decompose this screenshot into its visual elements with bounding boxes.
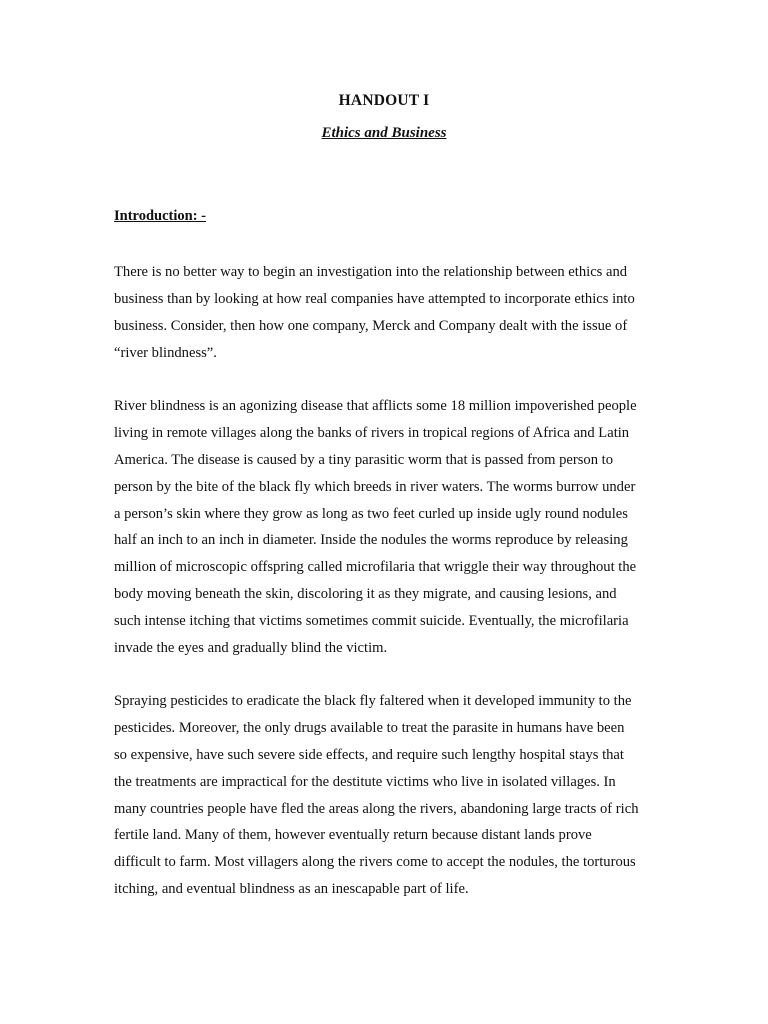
paragraph-line: itching, and eventual blindness as an inescapable part of life.	[114, 881, 469, 897]
paragraph-line: so expensive, have such severe side effects, and require such lengthy hospital stays that	[114, 747, 624, 763]
paragraph-line: such intense itching that victims sometimes commit suicide. Eventually, the microfilaria	[114, 613, 629, 629]
paragraph-line: difficult to farm. Most villagers along the rivers come to accept the nodules, the torturous	[114, 854, 636, 870]
paragraph-line: a person’s skin where they grow as long as two feet curled up inside ugly round nodules	[114, 506, 628, 522]
paragraph-line: business than by looking at how real companies have attempted to incorporate ethics into	[114, 291, 635, 307]
paragraph-line: living in remote villages along the banks of rivers in tropical regions of Africa and Latin	[114, 425, 630, 441]
paragraph-line: body moving beneath the skin, discoloring it as they migrate, and causing lesions, and	[114, 586, 617, 602]
paragraph-line: fertile land. Many of them, however eventually return because distant lands prove	[114, 827, 592, 843]
paragraph-line: million of microscopic offspring called microfilaria that wriggle their way throughout the	[114, 559, 637, 575]
handout-subtitle: Ethics and Business	[321, 125, 447, 141]
paragraph-line: pesticides. Moreover, the only drugs available to treat the parasite in humans have been	[114, 720, 625, 736]
paragraph-line: half an inch to an inch in diameter. Inside the nodules the worms reproduce by releasing	[114, 532, 628, 548]
paragraph-line: Spraying pesticides to eradicate the black fly faltered when it developed immunity to the	[114, 693, 632, 709]
paragraph-line: many countries people have fled the areas along the rivers, abandoning large tracts of rich	[114, 801, 639, 817]
section-heading-introduction: Introduction: -	[114, 208, 206, 224]
paragraph-line: invade the eyes and gradually blind the victim.	[114, 640, 388, 656]
paragraph-line: There is no better way to begin an investigation into the relationship between ethics and	[114, 264, 628, 280]
paragraph-line: River blindness is an agonizing disease that afflicts some 18 million impoverished people	[114, 398, 637, 414]
paragraph-line: America. The disease is caused by a tiny parasitic worm that is passed from person to	[114, 452, 614, 468]
paragraph-line: person by the bite of the black fly which breeds in river waters. The worms burrow under	[114, 479, 636, 495]
handout-title: HANDOUT I	[338, 92, 430, 109]
paragraph-line: “river blindness”.	[114, 345, 217, 361]
paragraph-line: business. Consider, then how one company, Merck and Company dealt with the issue of	[114, 318, 628, 334]
paragraph-line: the treatments are impractical for the destitute victims who live in isolated villages. In	[114, 774, 616, 790]
